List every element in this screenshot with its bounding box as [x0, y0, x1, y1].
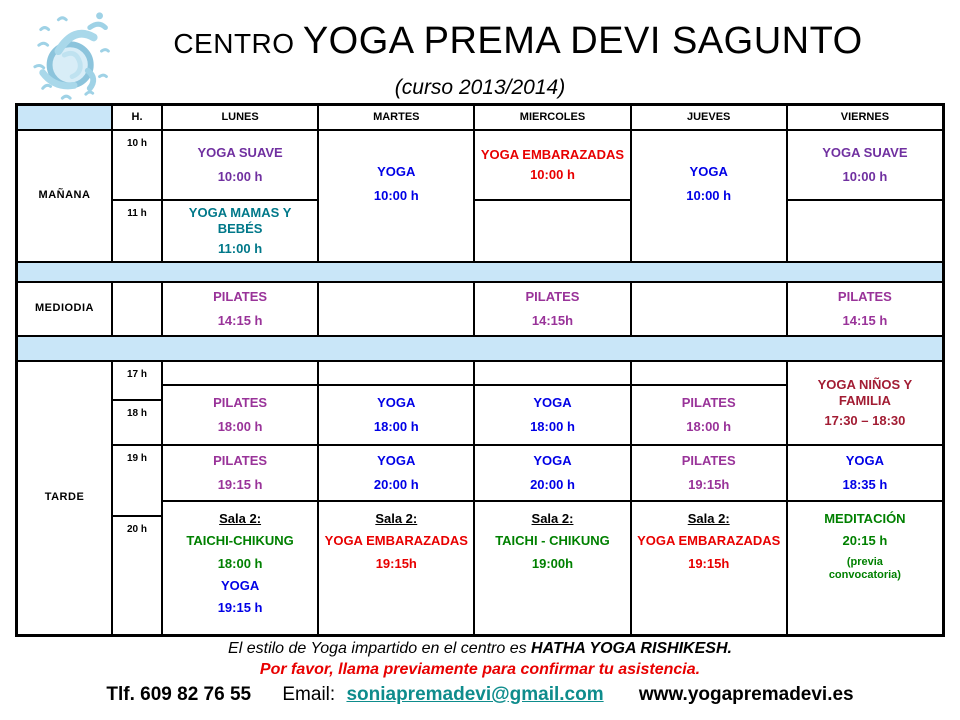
class-name: YOGA — [533, 395, 572, 411]
hour-label-10h: 10 h — [113, 131, 161, 199]
schedule-table — [15, 103, 945, 637]
class-time: 18:00 h — [217, 555, 263, 571]
class-time: 10:00 h — [842, 168, 888, 184]
class-cell-lunes-20h — [163, 502, 317, 634]
email-label: Email: — [282, 684, 336, 705]
course-subtitle: (curso 2013/2014) — [394, 76, 566, 99]
class-name: TAICHI - CHIKUNG — [495, 533, 610, 549]
hour-label-19h: 19 h — [113, 446, 161, 515]
empty-cell-miercoles-17h — [475, 362, 629, 384]
class-cell-jueves-manana — [632, 131, 786, 261]
class-time: 14:15h — [531, 312, 574, 328]
class-time: 19:15h — [375, 555, 417, 571]
hour-label-11h: 11 h — [113, 201, 161, 261]
class-time: 10:00 h — [530, 166, 575, 182]
title-brand: YOGA PREMA DEVI SAGUNTO — [302, 20, 863, 62]
class-time: 19:00h — [531, 555, 574, 571]
warning-note: Por favor, llama previamente para confirmar tu asistencia. — [259, 661, 701, 678]
class-cell-lunes-19h — [163, 446, 317, 500]
class-cell-lunes-18h — [163, 386, 317, 444]
class-time: 18:00 h — [686, 418, 732, 434]
class-cell-martes-18h — [319, 386, 473, 444]
day-header-viernes: VIERNES — [788, 106, 942, 129]
class-time: 10:00 h — [373, 187, 419, 203]
class-cell-jueves-20h — [632, 502, 786, 634]
website-url: www.yogapremadevi.es — [638, 684, 854, 705]
class-time: 18:00 h — [530, 418, 575, 434]
day-header-miercoles: MIERCOLES — [475, 106, 629, 129]
class-name: PILATES — [681, 395, 736, 411]
class-time: 14:15 h — [842, 312, 888, 328]
class-time: 14:15 h — [217, 312, 263, 328]
class-time: 19:15 h — [217, 600, 263, 615]
class-name: PILATES — [525, 289, 580, 305]
class-name: YOGA EMBARAZADAS — [324, 533, 468, 549]
class-time: 18:00 h — [373, 418, 419, 434]
class-time: 20:15 h — [842, 533, 888, 549]
class-cell-viernes-10h — [788, 131, 942, 199]
class-name: YOGA MAMAS Y BEBÉS — [188, 204, 292, 236]
room-label: Sala 2: — [531, 511, 574, 526]
class-cell-martes-20h — [319, 502, 473, 634]
hour-column-header: H. — [113, 106, 161, 129]
class-cell-lunes-mediodia — [163, 283, 317, 335]
class-time: 10:00 h — [686, 187, 732, 203]
class-time: 19:15h — [688, 476, 730, 492]
class-name: MEDITACIÓN — [824, 511, 906, 526]
class-name: YOGA — [220, 577, 260, 593]
class-cell-miercoles-18h — [475, 386, 629, 444]
empty-cell-lunes-17h — [163, 362, 317, 384]
class-cell-miercoles-19h — [475, 446, 629, 500]
class-time: 20:00 h — [530, 476, 575, 492]
class-cell-lunes-10h — [163, 131, 317, 199]
section-label-tarde: TARDE — [18, 362, 111, 634]
style-note-bold: HATHA YOGA RISHIKESH. — [531, 640, 732, 657]
section-label-manana: MAÑANA — [18, 131, 111, 261]
contact-line — [0, 684, 960, 706]
empty-cell-jueves-mediodia — [632, 283, 786, 335]
phone-number: Tlf. 609 82 76 55 — [106, 684, 252, 705]
class-name: YOGA NIÑOS Y FAMILIA — [817, 377, 913, 409]
empty-hour-cell-mediodia — [113, 283, 161, 335]
class-name: PILATES — [213, 395, 268, 411]
class-name: YOGA — [377, 164, 416, 180]
class-name: YOGA — [845, 453, 885, 469]
hour-label-17h: 17 h — [113, 362, 161, 399]
page-title — [118, 20, 918, 63]
room-label: Sala 2: — [687, 511, 730, 526]
class-cell-jueves-18h — [632, 386, 786, 444]
empty-cell-martes-17h — [319, 362, 473, 384]
class-time: 19:15h — [688, 555, 730, 571]
style-note — [0, 640, 960, 658]
empty-cell-jueves-17h — [632, 362, 786, 384]
class-name: YOGA — [689, 164, 728, 180]
empty-cell-miercoles-11h — [475, 201, 629, 261]
separator-band-top — [18, 263, 942, 281]
section-label-mediodia: MEDIODIA — [18, 283, 111, 335]
class-cell-miercoles-10h — [475, 131, 629, 199]
separator-band-bottom — [18, 337, 942, 360]
class-time: 17:30 – 18:30 — [824, 412, 906, 428]
class-cell-miercoles-mediodia — [475, 283, 629, 335]
room-label: Sala 2: — [375, 511, 418, 526]
class-cell-jueves-19h — [632, 446, 786, 500]
class-name: PILATES — [837, 289, 892, 305]
class-name: PILATES — [213, 289, 268, 305]
class-cell-viernes-mediodia — [788, 283, 942, 335]
class-time: 18:00 h — [217, 418, 263, 434]
day-header-martes: MARTES — [319, 106, 473, 129]
class-cell-martes-19h — [319, 446, 473, 500]
style-note-text: El estilo de Yoga impartido en el centro es — [228, 640, 532, 657]
class-time: 10:00 h — [217, 168, 263, 184]
empty-cell-martes-mediodia — [319, 283, 473, 335]
class-note: (previa convocatoria) — [828, 555, 901, 581]
empty-cell-viernes-11h — [788, 201, 942, 261]
class-cell-viernes-19h — [788, 446, 942, 500]
class-name: YOGA SUAVE — [197, 145, 283, 161]
hour-label-18h: 18 h — [113, 401, 161, 444]
class-name: TAICHI-CHIKUNG — [186, 533, 294, 549]
class-time: 20:00 h — [373, 476, 419, 492]
class-name: YOGA EMBARAZADAS — [637, 533, 781, 549]
day-header-jueves: JUEVES — [632, 106, 786, 129]
hour-label-20h: 20 h — [113, 517, 161, 634]
room-label: Sala 2: — [219, 511, 262, 526]
class-name: PILATES — [681, 453, 736, 469]
class-cell-martes-manana — [319, 131, 473, 261]
class-name: YOGA EMBARAZADAS — [480, 147, 625, 163]
email-link[interactable]: soniapremadevi@gmail.com — [346, 684, 604, 705]
class-time: 18:35 h — [842, 476, 888, 492]
class-cell-viernes-20h — [788, 502, 942, 634]
class-name: YOGA — [377, 395, 416, 411]
class-name: YOGA — [377, 453, 416, 469]
corner-cell — [18, 106, 111, 129]
class-name: PILATES — [213, 453, 268, 469]
class-name: YOGA SUAVE — [822, 145, 908, 161]
day-header-lunes: LUNES — [163, 106, 317, 129]
class-cell-viernes-17h-18h — [788, 362, 942, 444]
class-time: 11:00 h — [218, 241, 263, 257]
class-cell-miercoles-20h — [475, 502, 629, 634]
class-name: YOGA — [533, 453, 572, 469]
class-cell-lunes-11h — [163, 201, 317, 261]
class-time: 19:15 h — [217, 476, 263, 492]
title-centro: CENTRO — [173, 28, 303, 59]
